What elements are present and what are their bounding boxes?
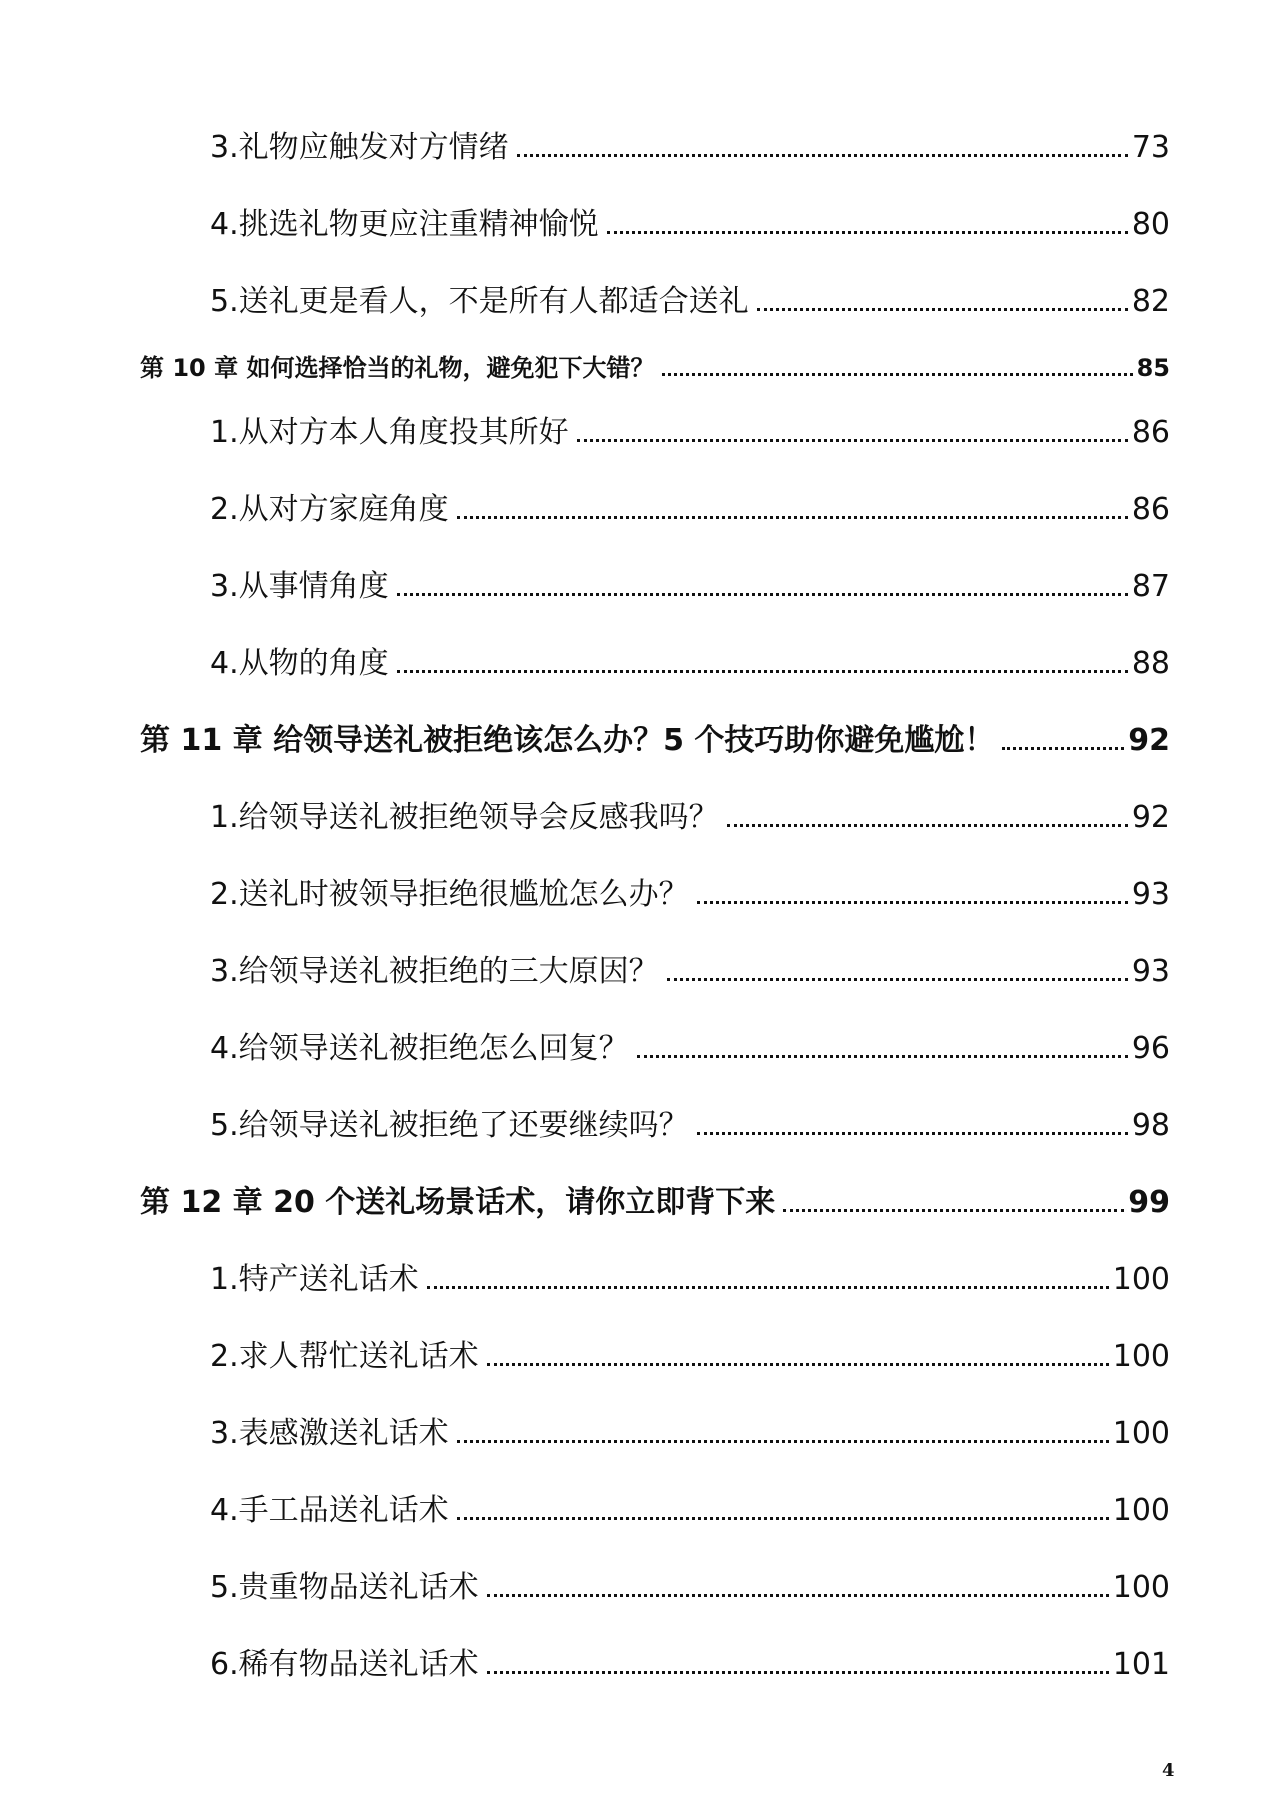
toc-entry-page: 98	[1131, 1108, 1170, 1143]
toc-entry-title: 2.从对方家庭角度	[210, 492, 449, 527]
toc-entry-title: 4.给领导送礼被拒绝怎么回复？	[210, 1031, 629, 1066]
toc-leader-dots	[487, 1363, 1109, 1366]
toc-entry	[210, 561, 1170, 605]
toc-leader-dots	[697, 1132, 1128, 1135]
toc-entry	[210, 1639, 1170, 1683]
toc-chapter-title: 第 12 章 20 个送礼场景话术，请你立即背下来	[140, 1185, 776, 1220]
toc-leader-dots	[727, 824, 1128, 827]
toc-entry-title: 4.从物的角度	[210, 646, 389, 681]
toc-entry-page: 101	[1112, 1647, 1170, 1682]
toc-entry-page: 93	[1131, 954, 1170, 989]
toc-entry	[210, 1331, 1170, 1375]
toc-entry-title: 4.挑选礼物更应注重精神愉悦	[210, 207, 599, 242]
toc-entry-title: 3.从事情角度	[210, 569, 389, 604]
toc-entry	[210, 1485, 1170, 1529]
toc-leader-dots	[662, 373, 1132, 376]
toc-entry	[210, 869, 1170, 913]
toc-entry	[210, 792, 1170, 836]
toc-entry-page: 100	[1112, 1570, 1170, 1605]
toc-entry-page: 82	[1131, 284, 1170, 319]
toc-entry-page: 86	[1131, 415, 1170, 450]
toc-leader-dots	[783, 1209, 1124, 1212]
toc-entry-title: 5.送礼更是看人，不是所有人都适合送礼	[210, 284, 749, 319]
toc-entry	[210, 122, 1170, 166]
toc-leader-dots	[487, 1671, 1109, 1674]
toc-leader-dots	[397, 593, 1128, 596]
toc-entry	[210, 407, 1170, 451]
toc-entry	[210, 1254, 1170, 1298]
toc-entry-page: 86	[1131, 492, 1170, 527]
toc-entry	[210, 946, 1170, 990]
toc-entry	[210, 1023, 1170, 1067]
toc-leader-dots	[457, 1440, 1109, 1443]
toc-entry-title: 4.手工品送礼话术	[210, 1493, 449, 1528]
toc-chapter-entry	[140, 348, 1170, 383]
toc-leader-dots	[697, 901, 1128, 904]
toc-entry-page: 88	[1131, 646, 1170, 681]
toc-entry-page: 96	[1131, 1031, 1170, 1066]
toc-leader-dots	[397, 670, 1128, 673]
toc-chapter-page: 99	[1128, 1185, 1170, 1220]
toc-entry-title: 3.给领导送礼被拒绝的三大原因？	[210, 954, 659, 989]
toc-leader-dots	[757, 308, 1128, 311]
toc-entry-title: 5.贵重物品送礼话术	[210, 1570, 479, 1605]
toc-entry-page: 100	[1112, 1262, 1170, 1297]
toc-entry-title: 2.送礼时被领导拒绝很尴尬怎么办？	[210, 877, 689, 912]
toc-entry-title: 1.给领导送礼被拒绝领导会反感我吗？	[210, 800, 719, 835]
toc-entry-title: 3.表感激送礼话术	[210, 1416, 449, 1451]
toc-leader-dots	[517, 154, 1128, 157]
toc-entry-title: 3.礼物应触发对方情绪	[210, 130, 509, 165]
toc-leader-dots	[667, 978, 1128, 981]
toc-entry-page: 100	[1112, 1493, 1170, 1528]
page-number: 4	[1162, 1760, 1175, 1781]
toc-entry	[210, 276, 1170, 320]
toc-entry	[210, 638, 1170, 682]
toc-chapter-title: 第 10 章 如何选择恰当的礼物，避免犯下大错？	[140, 354, 655, 382]
toc-leader-dots	[637, 1055, 1128, 1058]
toc-leader-dots	[427, 1286, 1109, 1289]
toc-chapter-entry	[140, 1177, 1170, 1221]
toc-entry-title: 1.从对方本人角度投其所好	[210, 415, 569, 450]
toc-leader-dots	[607, 231, 1128, 234]
toc-leader-dots	[457, 516, 1128, 519]
toc-entry	[210, 1562, 1170, 1606]
toc-leader-dots	[577, 439, 1128, 442]
toc-entry-page: 100	[1112, 1339, 1170, 1374]
toc-entry	[210, 1408, 1170, 1452]
toc-entry	[210, 1100, 1170, 1144]
toc-entry-page: 93	[1131, 877, 1170, 912]
toc-entry-title: 2.求人帮忙送礼话术	[210, 1339, 479, 1374]
toc-entry-page: 80	[1131, 207, 1170, 242]
toc-chapter-entry	[140, 715, 1170, 759]
toc-entry-page: 87	[1131, 569, 1170, 604]
toc-entry-page: 100	[1112, 1416, 1170, 1451]
toc-entry-title: 6.稀有物品送礼话术	[210, 1647, 479, 1682]
toc-leader-dots	[1002, 747, 1124, 750]
toc-entry-title: 5.给领导送礼被拒绝了还要继续吗？	[210, 1108, 689, 1143]
toc-chapter-title: 第 11 章 给领导送礼被拒绝该怎么办？5 个技巧助你避免尴尬！	[140, 723, 995, 758]
toc-leader-dots	[487, 1594, 1109, 1597]
toc-entry	[210, 484, 1170, 528]
toc-leader-dots	[457, 1517, 1109, 1520]
toc-entry-page: 92	[1131, 800, 1170, 835]
toc-entry	[210, 199, 1170, 243]
toc-chapter-page: 92	[1128, 723, 1170, 758]
toc-chapter-page: 85	[1136, 354, 1170, 382]
toc-entry-title: 1.特产送礼话术	[210, 1262, 419, 1297]
toc-entry-page: 73	[1131, 130, 1170, 165]
